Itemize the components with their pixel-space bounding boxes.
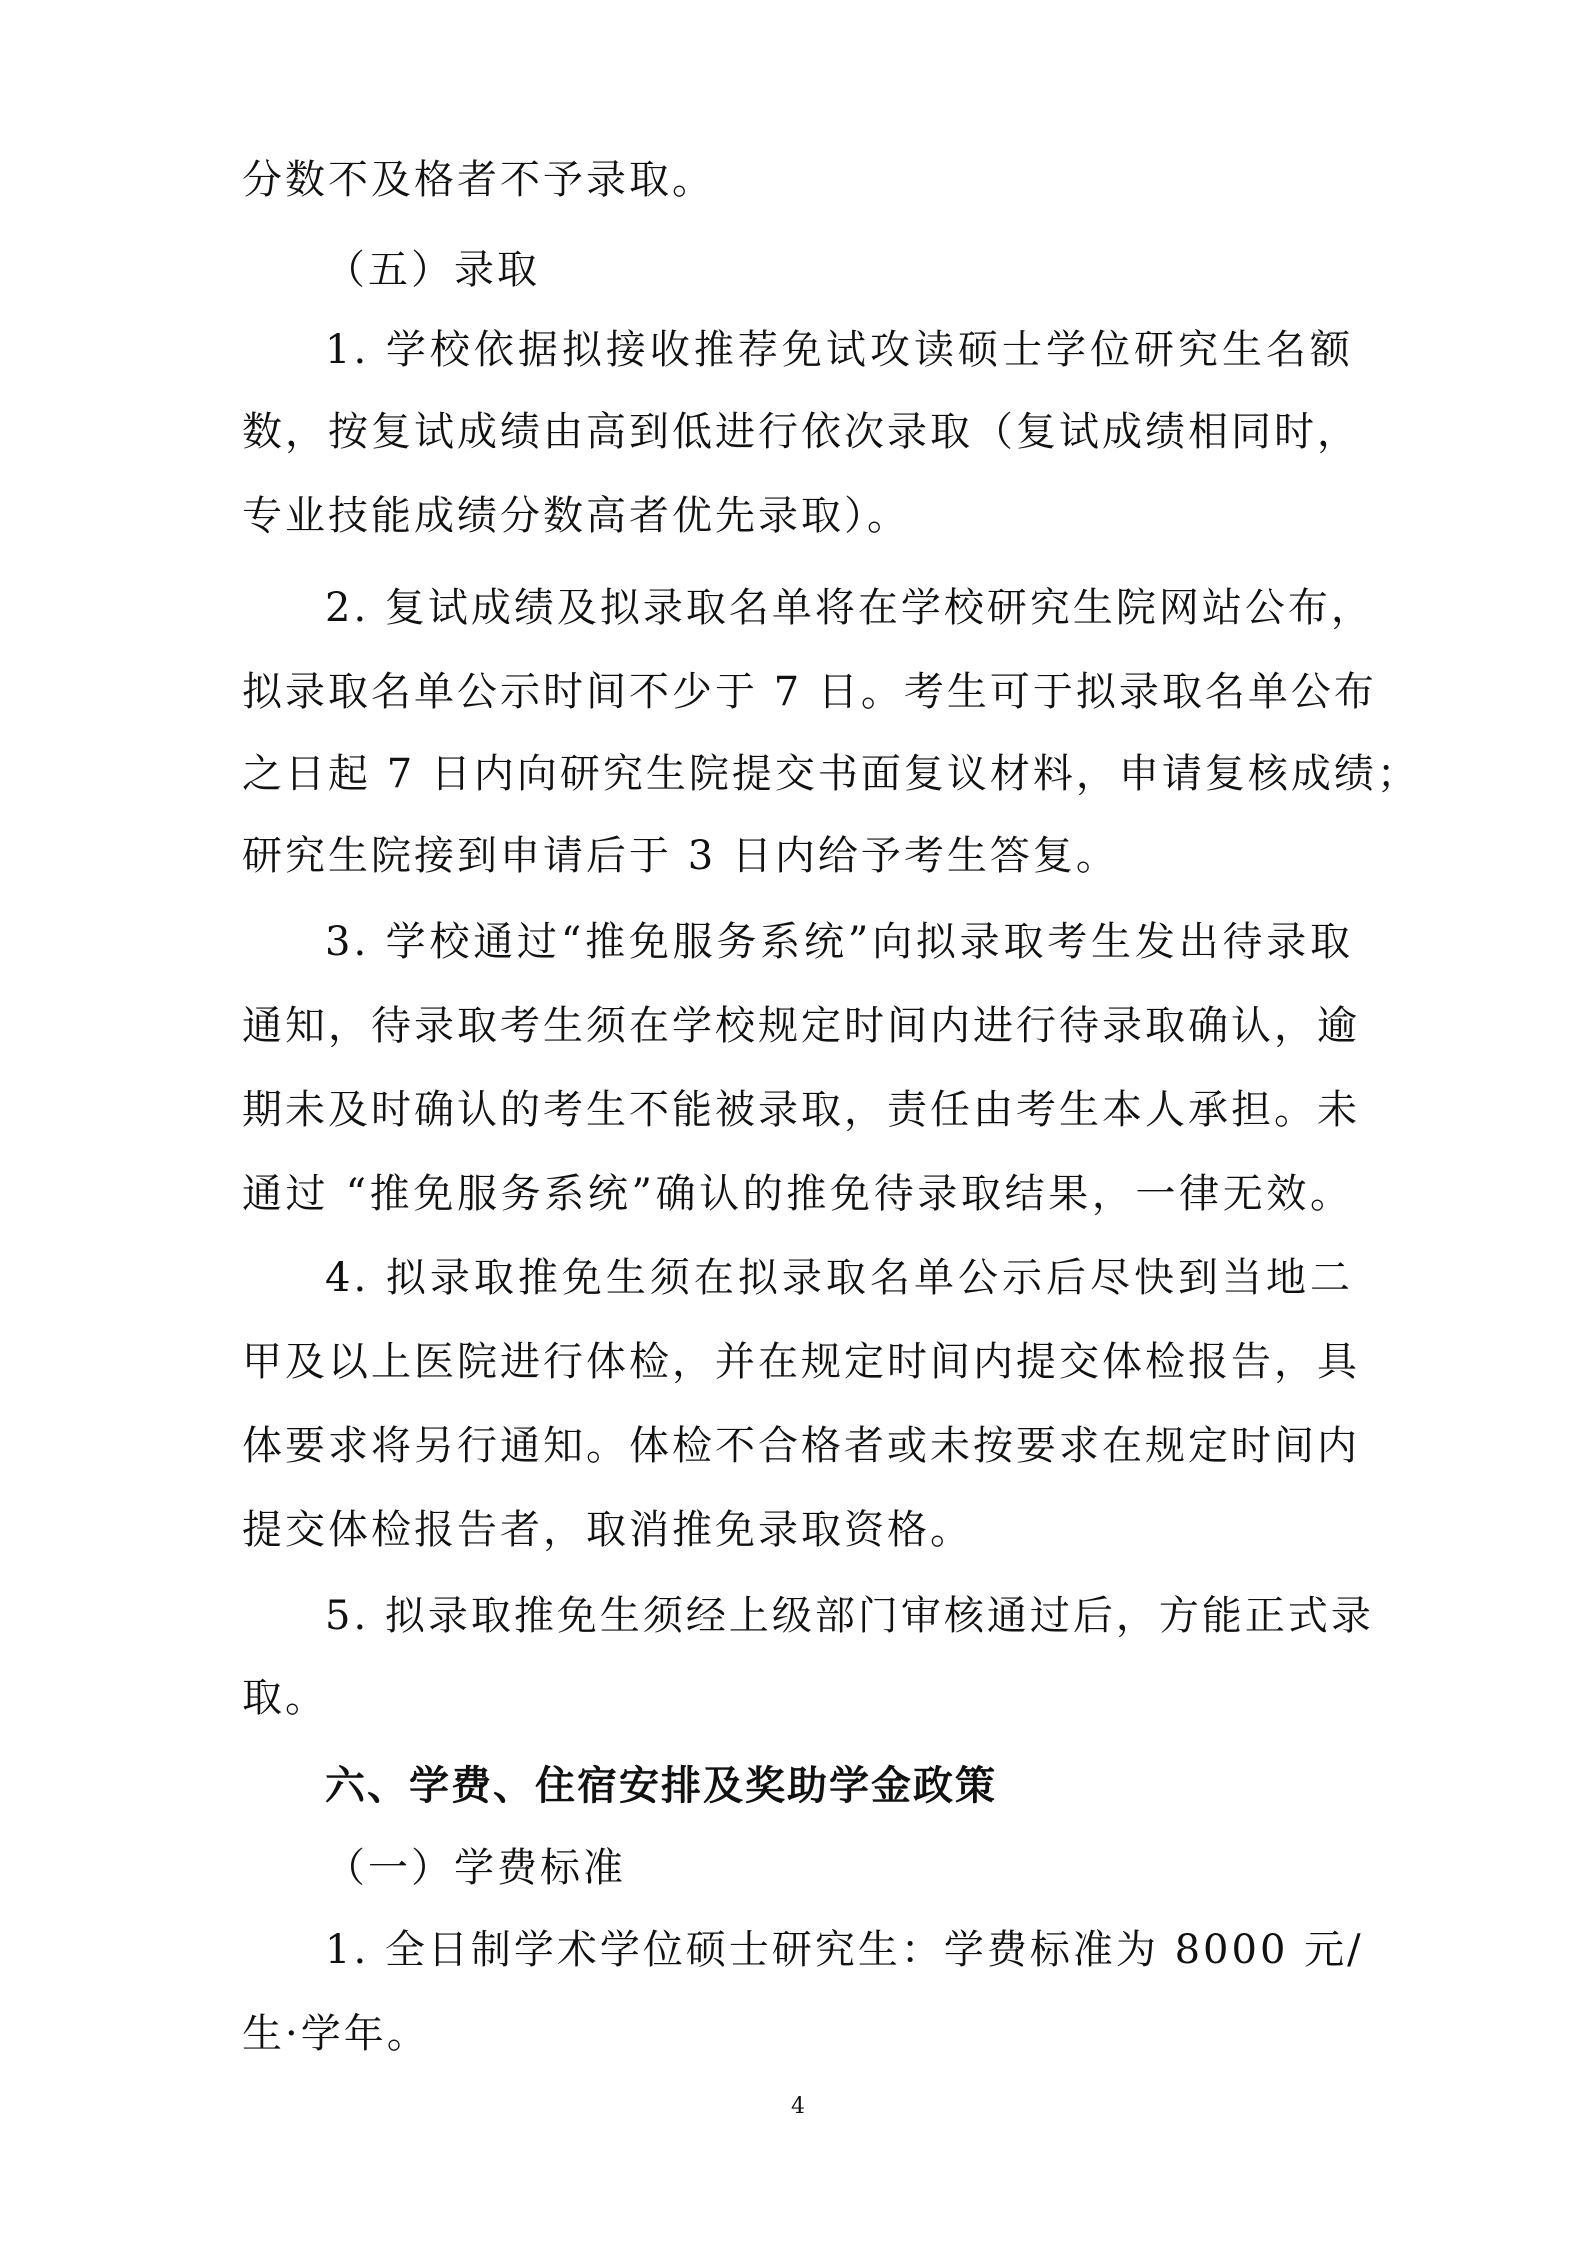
paragraph-line: 5. 拟录取推免生须经上级部门审核通过后，方能正式录 (325, 1593, 1374, 1639)
paragraph-line: 体要求将另行通知。体检不合格者或未按要求在规定时间内 (242, 1423, 1360, 1469)
paragraph-line: 甲及以上医院进行体检，并在规定时间内提交体检报告，具 (242, 1339, 1360, 1385)
paragraph-line: 拟录取名单公示时间不少于 7 日。考生可于拟录取名单公布 (242, 669, 1377, 715)
paragraph-line: 通知，待录取考生须在学校规定时间内进行待录取确认，逾 (242, 1003, 1360, 1049)
paragraph-line: 研究生院接到申请后于 3 日内给予考生答复。 (242, 833, 1119, 879)
paragraph-line: 1. 学校依据拟接收推荐免试攻读硕士学位研究生名额 (325, 327, 1353, 373)
section-heading: （五）录取 (325, 247, 540, 293)
paragraph-line: 取。 (242, 1675, 328, 1721)
paragraph-line: 4. 拟录取推免生须在拟录取名单公示后尽快到当地二 (325, 1255, 1353, 1301)
paragraph-line: 提交体检报告者，取消推免录取资格。 (242, 1507, 973, 1553)
paragraph-line: 1. 全日制学术学位硕士研究生：学费标准为 8000 元/ (325, 1927, 1364, 1973)
paragraph-line: 生·学年。 (242, 2011, 430, 2057)
chapter-heading: 六、学费、住宿安排及奖助学金政策 (325, 1763, 997, 1809)
section-heading: （一）学费标准 (325, 1845, 626, 1891)
page-number: 4 (791, 2094, 805, 2119)
paragraph-line: 数，按复试成绩由高到低进行依次录取（复试成绩相同时， (242, 409, 1360, 455)
paragraph-line: 之日起 7 日内向研究生院提交书面复议材料，申请复核成绩； (242, 751, 1420, 797)
paragraph-line: 3. 学校通过“推免服务系统”向拟录取考生发出待录取 (325, 919, 1353, 965)
paragraph-line: 期未及时确认的考生不能被录取，责任由考生本人承担。未 (242, 1087, 1360, 1133)
paragraph-line: 2. 复试成绩及拟录取名单将在学校研究生院网站公布， (325, 585, 1374, 631)
paragraph-line: 专业技能成绩分数高者优先录取）。 (242, 493, 910, 539)
paragraph-line: 分数不及格者不予录取。 (242, 157, 715, 203)
paragraph-line: 通过 “推免服务系统”确认的推免待录取结果，一律无效。 (242, 1171, 1353, 1217)
